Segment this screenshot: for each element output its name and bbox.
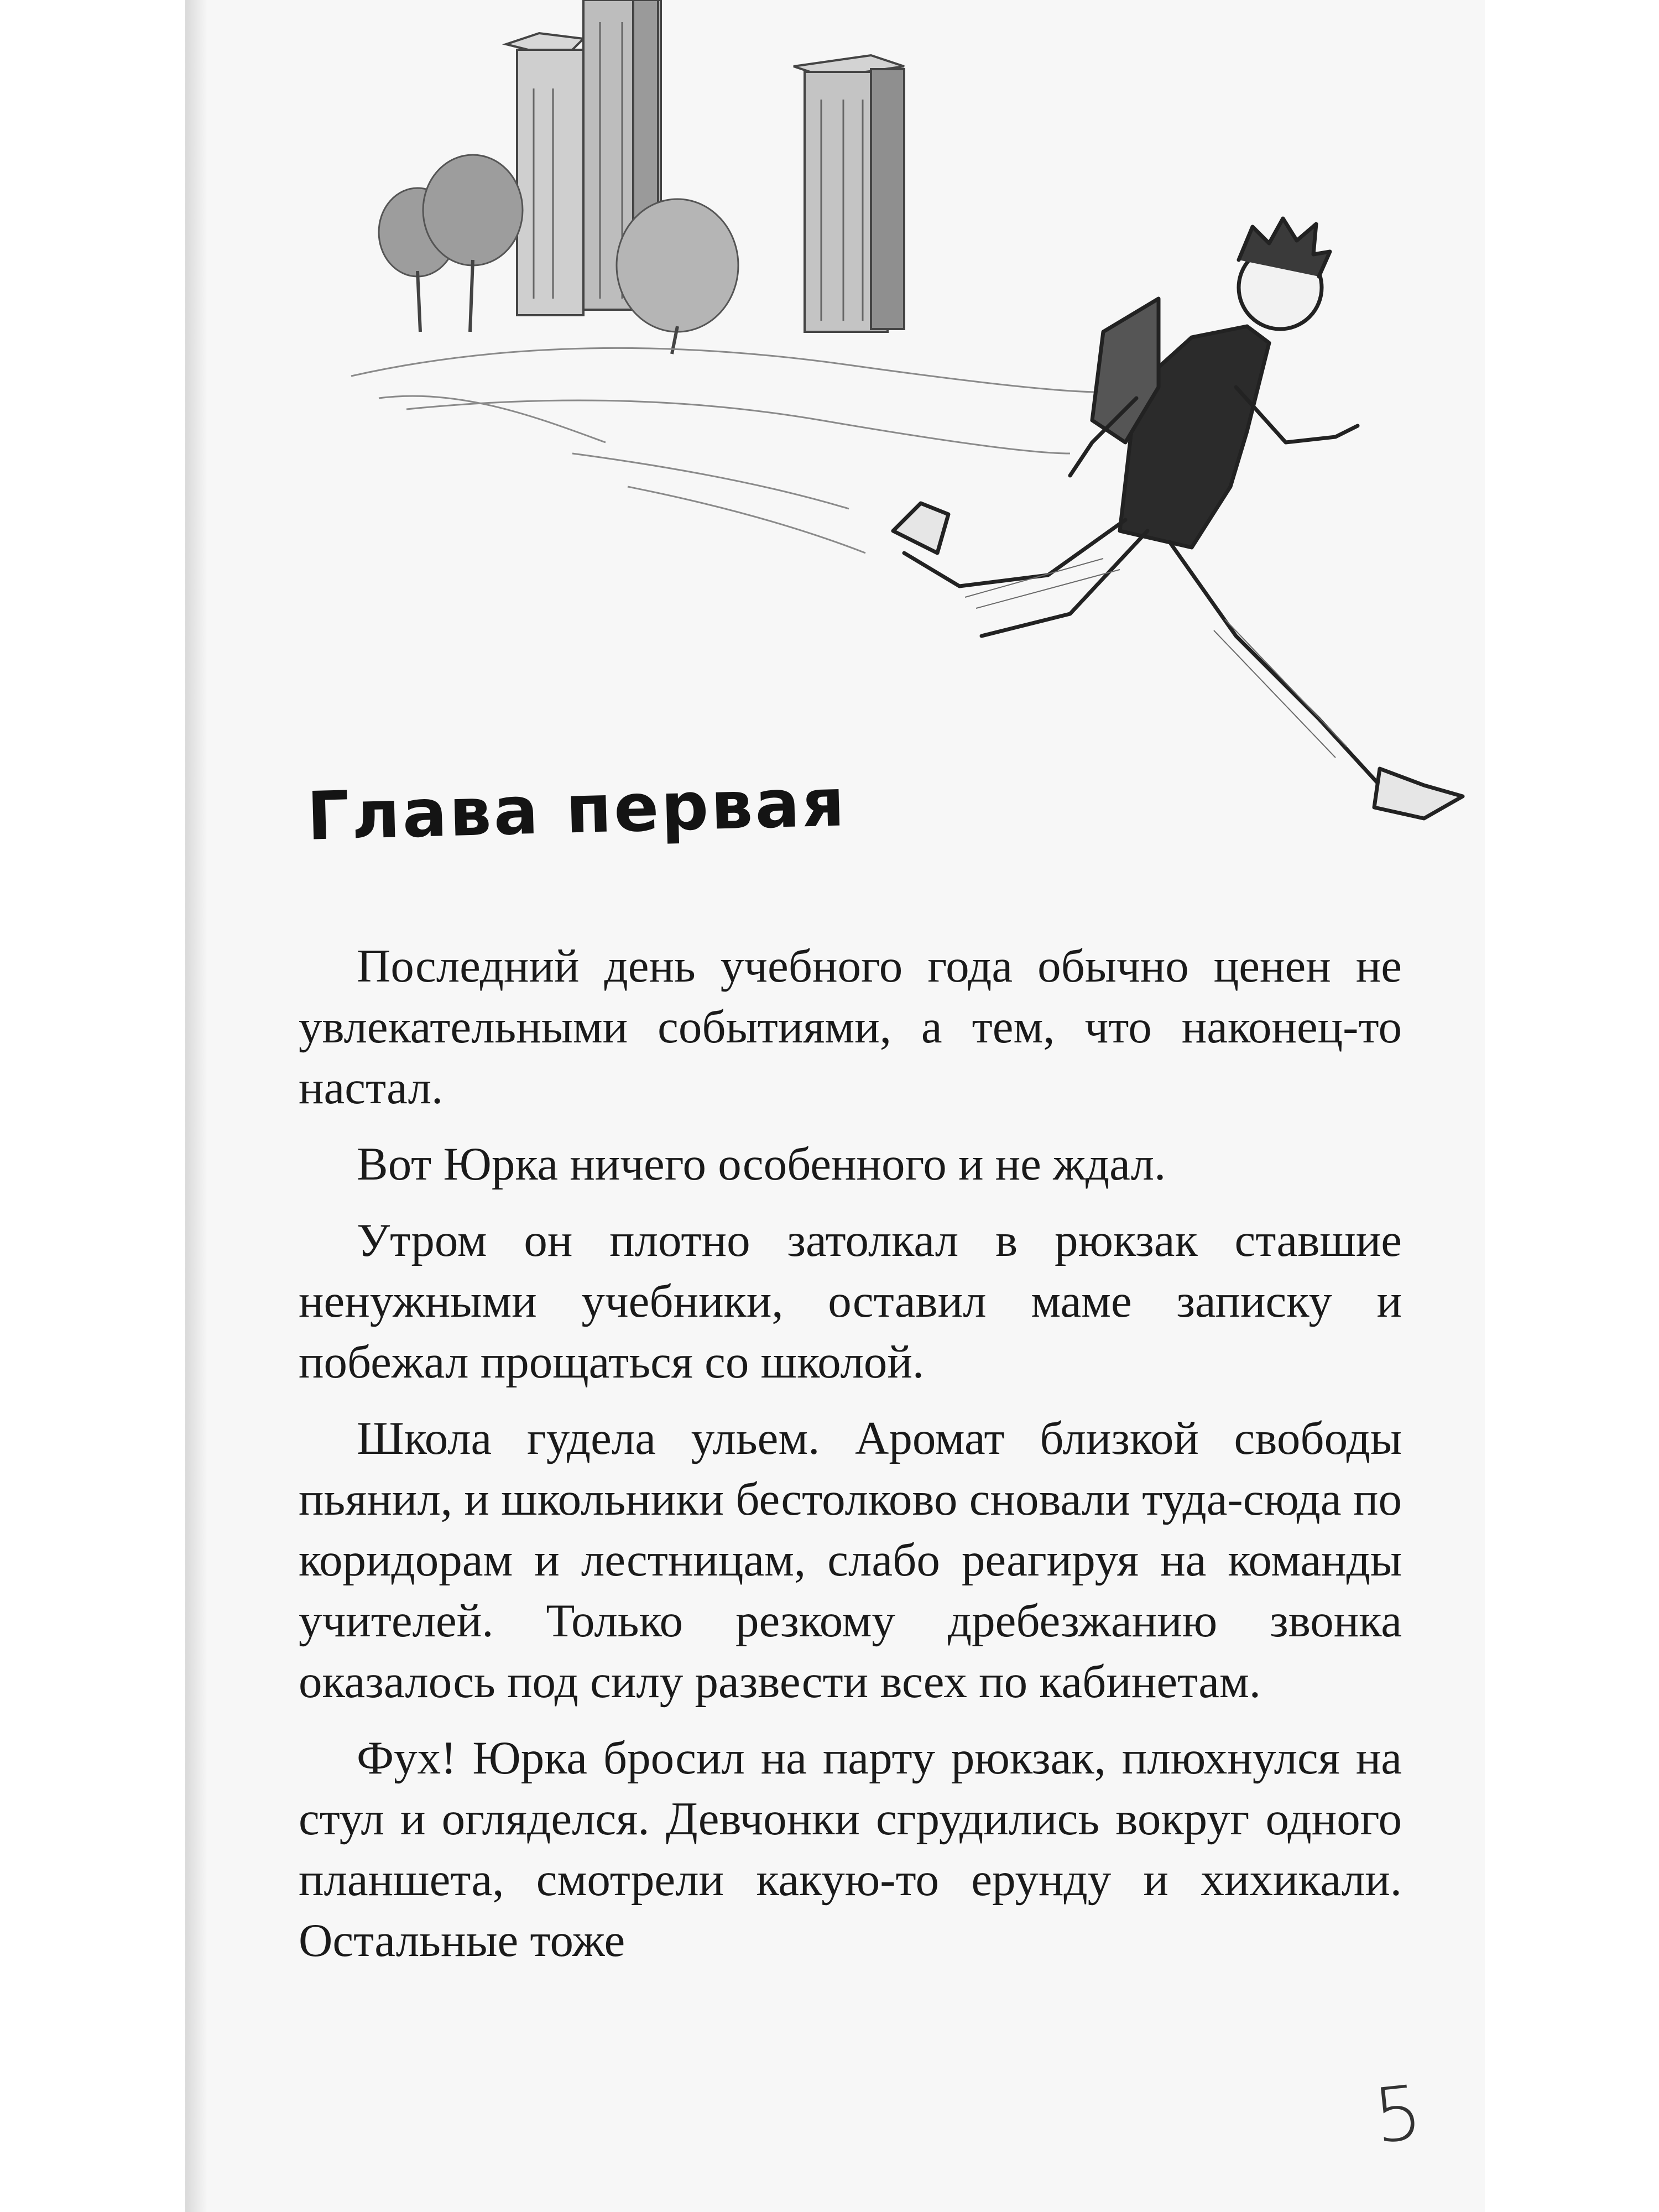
chapter-text — [299, 936, 1402, 1986]
page-number: 5 — [1370, 2068, 1426, 2161]
paragraph: Школа гудела ульем. Аромат близкой свободы пьянил, и школьники бестолково сновали туда-сюда по коридорам и лестницам, слабо реагируя на команды учителей. Только резкому дребезжанию звонка оказалось под силу развести всех по кабинетам. — [299, 1412, 1402, 1708]
chapter-title: Глава первая — [306, 764, 848, 855]
paragraph: Последний день учебного года обычно ценен не увлекательными событиями, а тем, что наконец-то настал. — [299, 940, 1402, 1114]
paragraph: Утром он плотно затолкал в рюкзак ставшие ненужными учебники, оставил маме записку и побежал прощаться со школой. — [299, 1214, 1402, 1388]
paragraph: Фух! Юрка бросил на парту рюкзак, плюхнулся на стул и огляделся. Девчонки сгрудились вокруг одного планшета, смотрели какую-то ерунду и хихикали. Остальные тоже — [299, 1732, 1402, 1966]
paragraph: Вот Юрка ничего особенного и не ждал. — [357, 1138, 1166, 1190]
book-page — [185, 0, 1485, 2212]
